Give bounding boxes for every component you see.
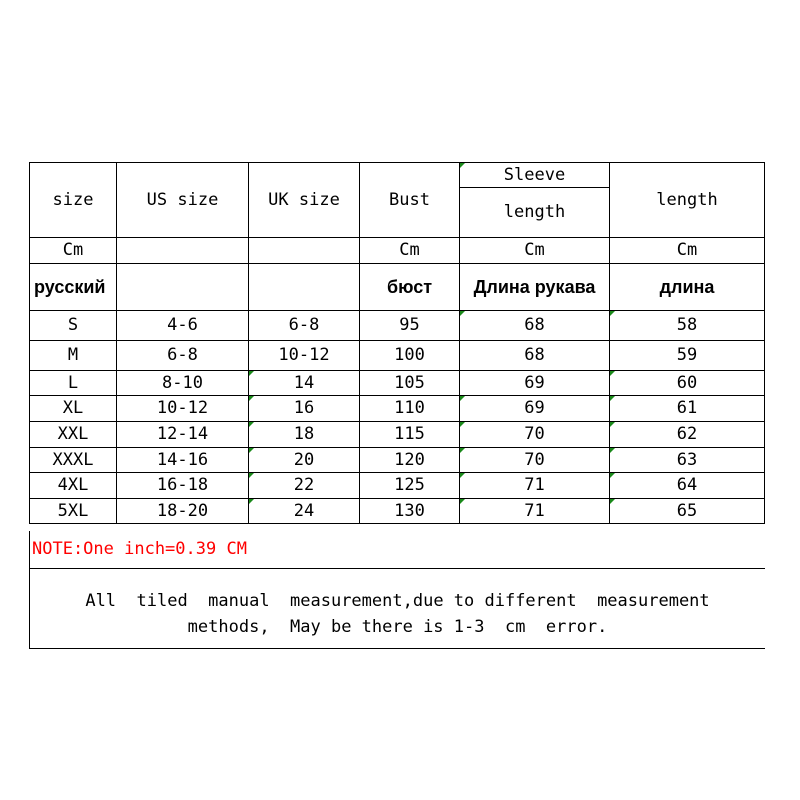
table-row — [30, 311, 765, 341]
russian-sleeve-label: Длина рукава — [460, 264, 610, 311]
size-cell: S — [30, 311, 117, 341]
uk-size-cell: 10-12 — [249, 341, 360, 371]
header-row — [30, 163, 765, 238]
measurement-disclaimer: All tiled manual measurement,due to different measurement methods, May be there is 1-3 cm error. — [85, 591, 710, 637]
bust-cell: 125 — [360, 473, 460, 499]
header-size: size — [30, 163, 117, 238]
sleeve-cell: 70 — [460, 422, 610, 448]
table-row — [30, 422, 765, 448]
units-cell: Cm — [460, 238, 610, 264]
uk-size-cell: 16 — [249, 396, 360, 422]
header-uk-size: UK size — [249, 163, 360, 238]
length-cell: 65 — [610, 499, 765, 524]
bust-cell: 120 — [360, 448, 460, 473]
russian-cell — [117, 264, 249, 311]
table-row — [30, 448, 765, 473]
units-cell: Cm — [360, 238, 460, 264]
size-cell: XXL — [30, 422, 117, 448]
length-cell: 63 — [610, 448, 765, 473]
russian-length-label: длина — [610, 264, 765, 311]
uk-size-cell: 14 — [249, 371, 360, 396]
table-row — [30, 499, 765, 524]
us-size-cell: 14-16 — [117, 448, 249, 473]
russian-cell — [249, 264, 360, 311]
uk-size-cell: 18 — [249, 422, 360, 448]
size-chart-table — [29, 162, 765, 524]
russian-label-row — [30, 264, 765, 311]
table-row — [30, 473, 765, 499]
length-cell: 58 — [610, 311, 765, 341]
header-sleeve-bottom: length — [503, 202, 566, 222]
length-cell: 62 — [610, 422, 765, 448]
size-cell: M — [30, 341, 117, 371]
sleeve-cell: 68 — [460, 311, 610, 341]
bust-cell: 130 — [360, 499, 460, 524]
note-divider — [29, 568, 765, 569]
disclaimer-box — [29, 570, 765, 649]
length-cell: 64 — [610, 473, 765, 499]
us-size-cell: 18-20 — [117, 499, 249, 524]
bust-cell: 115 — [360, 422, 460, 448]
length-cell: 60 — [610, 371, 765, 396]
bust-cell: 105 — [360, 371, 460, 396]
size-cell: XL — [30, 396, 117, 422]
header-sleeve-length — [460, 163, 610, 238]
sleeve-cell: 69 — [460, 396, 610, 422]
russian-size-label: русский — [30, 264, 117, 311]
size-cell: 5XL — [30, 499, 117, 524]
sleeve-cell: 71 — [460, 473, 610, 499]
header-sleeve-top: Sleeve — [460, 163, 609, 188]
us-size-cell: 8-10 — [117, 371, 249, 396]
us-size-cell: 12-14 — [117, 422, 249, 448]
us-size-cell: 6-8 — [117, 341, 249, 371]
header-bust: Bust — [360, 163, 460, 238]
us-size-cell: 16-18 — [117, 473, 249, 499]
russian-bust-label: бюст — [360, 264, 460, 311]
size-cell: L — [30, 371, 117, 396]
length-cell: 61 — [610, 396, 765, 422]
bust-cell: 100 — [360, 341, 460, 371]
uk-size-cell: 20 — [249, 448, 360, 473]
units-cell — [249, 238, 360, 264]
table-row — [30, 341, 765, 371]
bust-cell: 110 — [360, 396, 460, 422]
units-cell: Cm — [30, 238, 117, 264]
us-size-cell: 4-6 — [117, 311, 249, 341]
uk-size-cell: 22 — [249, 473, 360, 499]
length-cell: 59 — [610, 341, 765, 371]
sleeve-cell: 70 — [460, 448, 610, 473]
units-cell — [117, 238, 249, 264]
us-size-cell: 10-12 — [117, 396, 249, 422]
uk-size-cell: 24 — [249, 499, 360, 524]
uk-size-cell: 6-8 — [249, 311, 360, 341]
size-cell: XXXL — [30, 448, 117, 473]
units-row — [30, 238, 765, 264]
table-row — [30, 371, 765, 396]
bust-cell: 95 — [360, 311, 460, 341]
units-cell: Cm — [610, 238, 765, 264]
header-length: length — [610, 163, 765, 238]
sleeve-cell: 71 — [460, 499, 610, 524]
inch-conversion-note: NOTE:One inch=0.39 CM — [32, 539, 247, 559]
header-us-size: US size — [117, 163, 249, 238]
size-cell: 4XL — [30, 473, 117, 499]
table-row — [30, 396, 765, 422]
sleeve-cell: 69 — [460, 371, 610, 396]
sleeve-cell: 68 — [460, 341, 610, 371]
